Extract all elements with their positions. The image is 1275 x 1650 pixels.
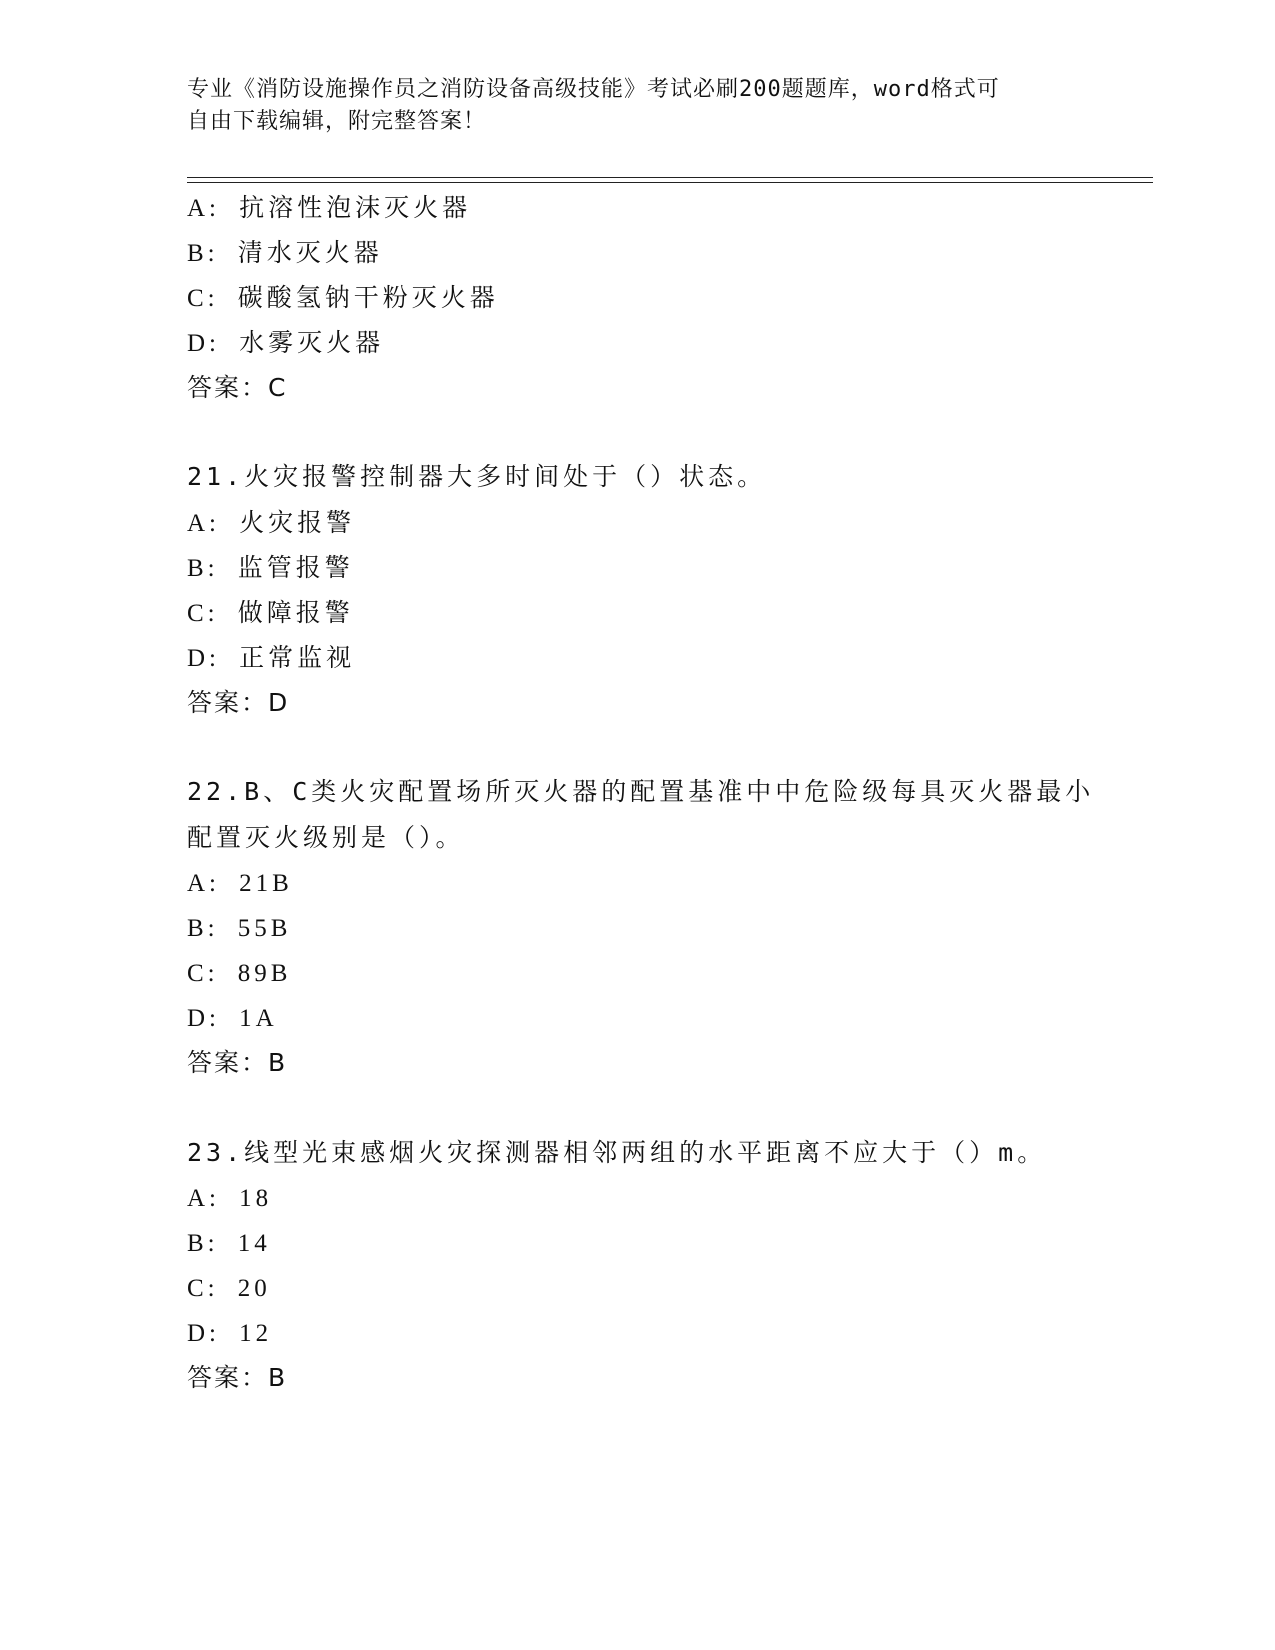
option-a: A: 18 [187, 1185, 273, 1212]
header-line-1: 专业《消防设施操作员之消防设备高级技能》考试必刷200题题库，word格式可 [187, 77, 1000, 102]
question-stem: 21.火灾报警控制器大多时间处于（）状态。 [187, 462, 767, 491]
option-b: B: 清水灭火器 [187, 238, 383, 267]
header-divider-bottom [187, 182, 1153, 183]
option-c: C: 89B [187, 960, 292, 987]
option-d: D: 正常监视 [187, 643, 356, 672]
option-d: D: 1A [187, 1005, 278, 1032]
header-line-2: 自由下载编辑，附完整答案！ [187, 109, 487, 134]
option-a: A: 火灾报警 [187, 508, 356, 537]
question-stem-continued: 配置灭火级别是（）。 [187, 823, 465, 852]
document-header [187, 74, 1067, 138]
question-stem: 23.线型光束感烟火灾探测器相邻两组的水平距离不应大于（）m。 [187, 1138, 1047, 1167]
option-a: A: 21B [187, 870, 293, 897]
option-c: C: 20 [187, 1275, 271, 1302]
option-a: A: 抗溶性泡沫灭火器 [187, 193, 472, 222]
option-b: B: 14 [187, 1230, 271, 1257]
option-d: D: 12 [187, 1320, 273, 1347]
header-divider-top [187, 177, 1153, 178]
option-c: C: 做障报警 [187, 598, 354, 627]
option-c: C: 碳酸氢钠干粉灭火器 [187, 283, 499, 312]
answer-line: 答案：B [187, 1048, 288, 1077]
answer-line: 答案：D [187, 688, 290, 717]
answer-line: 答案：B [187, 1363, 288, 1392]
option-d: D: 水雾灭火器 [187, 328, 385, 357]
answer-line: 答案：C [187, 373, 288, 402]
option-b: B: 55B [187, 915, 292, 942]
option-b: B: 监管报警 [187, 553, 354, 582]
question-stem: 22.B、C类火灾配置场所灭火器的配置基准中中危险级每具灭火器最小 [187, 777, 1095, 806]
